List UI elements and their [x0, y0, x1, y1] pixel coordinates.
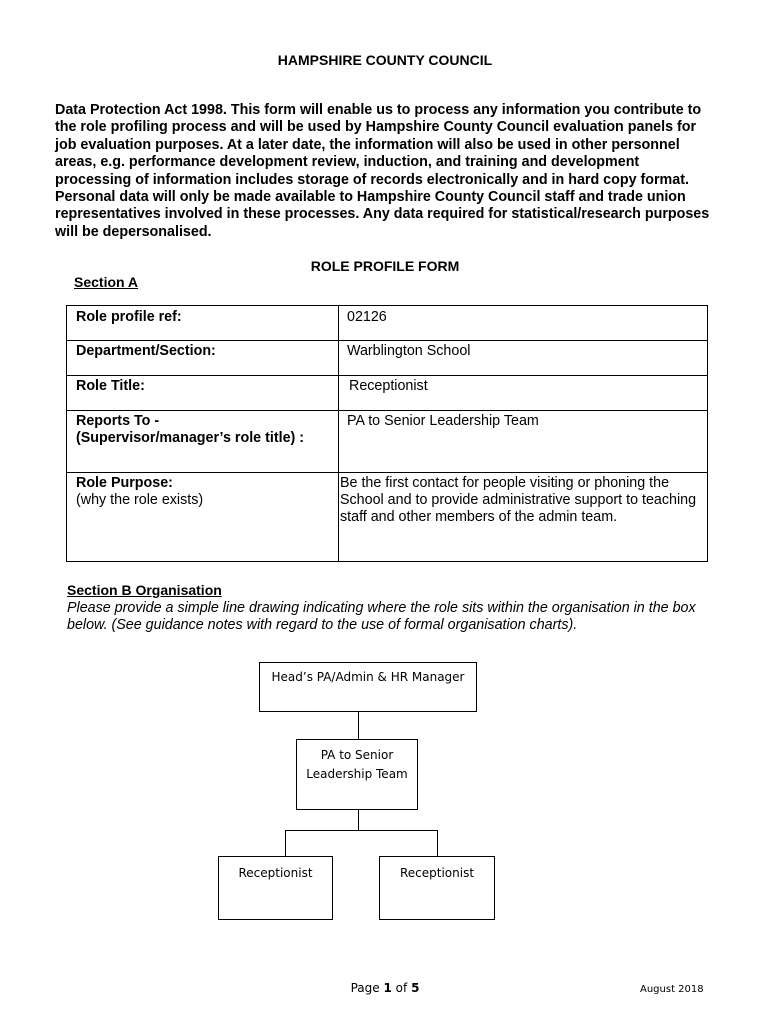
row-value: PA to Senior Leadership Team	[347, 413, 539, 429]
role-profile-table	[66, 305, 708, 562]
page-current: 1	[383, 981, 392, 995]
section-b-heading: Section B Organisation	[67, 582, 222, 598]
role-profile-ref-value	[339, 306, 708, 341]
connector-line	[358, 712, 359, 739]
table-row	[67, 341, 708, 376]
role-title-value	[339, 376, 708, 411]
page-total: 5	[411, 981, 420, 995]
org-box-head-pa	[259, 662, 477, 712]
role-purpose-value	[339, 473, 708, 562]
document-title: HAMPSHIRE COUNTY COUNCIL	[277, 52, 493, 68]
department-value	[339, 341, 708, 376]
connector-line	[358, 810, 359, 830]
department-label	[67, 341, 339, 376]
org-box-label: Receptionist	[238, 866, 313, 880]
org-box-label: PA to Senior Leadership Team	[306, 748, 408, 781]
row-sublabel: (why the role exists)	[76, 492, 204, 508]
role-title-label	[67, 376, 339, 411]
connector-line	[437, 830, 438, 856]
table-row	[67, 411, 708, 473]
org-box-label: Head’s PA/Admin & HR Manager	[271, 670, 465, 684]
role-profile-ref-label	[67, 306, 339, 341]
role-purpose-label	[67, 473, 339, 562]
footer-date: August 2018	[640, 984, 704, 995]
connector-line	[285, 830, 286, 856]
row-value: Warblington School	[347, 343, 471, 359]
reports-to-label	[67, 411, 339, 473]
row-label: Department/Section:	[76, 343, 216, 359]
table-row	[67, 376, 708, 411]
row-value: Receptionist	[349, 378, 428, 394]
form-title: ROLE PROFILE FORM	[310, 258, 460, 274]
row-label: Role profile ref:	[76, 309, 182, 325]
section-a-heading: Section A	[74, 274, 139, 290]
org-box-receptionist-2	[379, 856, 495, 920]
row-label: Role Purpose:	[76, 475, 173, 491]
org-box-label: Receptionist	[399, 866, 475, 880]
reports-to-value	[339, 411, 708, 473]
table-row	[67, 473, 708, 562]
org-box-pa-slt	[296, 739, 418, 810]
org-box-receptionist-1	[218, 856, 333, 920]
section-b-instructions: Please provide a simple line drawing indicating where the role sits within the organisation in the box below. (See guidance notes with regard to the use of formal organisation charts).	[67, 600, 696, 634]
data-protection-notice: Data Protection Act 1998. This form will enable us to process any information you contribute to the role profiling process and will be used by Hampshire County Council evaluation panels for job evaluation purposes. At a later date, the information will also be used in other personnel areas, e.g. performance development review, induction, and training and development processing of information includes storage of records electronically and in hard copy format. Personal data will only be made available to Hampshire County Council staff and trade union representatives involved in these processes. Any data required for statistical/research purposes will be depersonalised.	[55, 102, 710, 240]
row-value: Be the first contact for people visiting or phoning the School and to provide administrative support to teaching staff and other members of the admin team.	[340, 475, 697, 525]
page-of: of	[395, 981, 408, 995]
row-label: Role Title:	[76, 378, 145, 394]
page-prefix: Page	[350, 981, 380, 995]
connector-line	[285, 830, 438, 831]
row-value: 02126	[347, 309, 387, 325]
table-row	[67, 306, 708, 341]
row-label: Reports To - (Supervisor/manager’s role title) :	[76, 413, 305, 446]
